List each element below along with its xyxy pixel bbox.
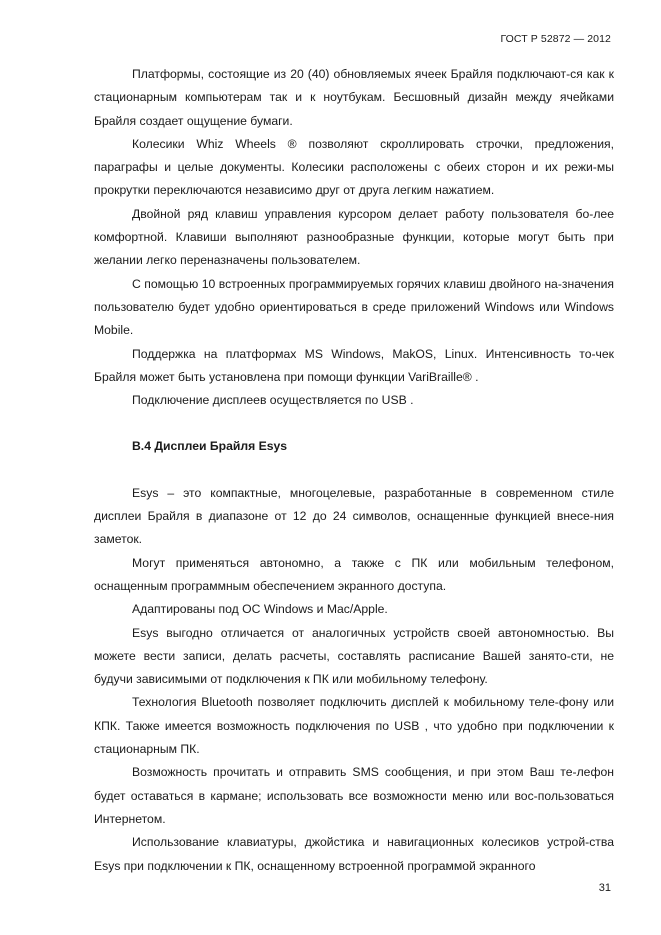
- paragraph-esys-intro: Esys – это компактные, многоцелевые, разработанные в современном стиле дисплеи Брайля в диапазоне от 12 до 24 символов, оснащенные функцией внесе-ния заметок.: [94, 485, 614, 547]
- paragraph-braille-platforms: Платформы, состоящие из 20 (40) обновляемых ячеек Брайля подключают-ся как к стационарным компьютерам так и к ноутбукам. Бесшовный дизайн между ячейками Брайля создает ощущение бумаги.: [94, 67, 614, 128]
- paragraph-esys-autonomy: Esys выгодно отличается от аналогичных устройств своей автономностью. Вы можете вести записи, делать расчеты, составлять расписание Вашей занято-сти, не будучи зависимыми от подключения к ПК или мобильному телефону.: [94, 625, 614, 687]
- paragraph-usb-connection: Подключение дисплеев осуществляется по USB .: [132, 393, 414, 408]
- section-spacer: [94, 412, 614, 435]
- paragraph-cursor-keys: Двойной ряд клавиш управления курсором делает работу пользователя бо-лее комфортной. Клавиши выполняют разнообразные функции, которые могут быть при желании легко переназначены пользователем.: [94, 206, 614, 268]
- section-heading: В.4 Дисплеи Брайля Esys: [132, 439, 288, 454]
- paragraph-esys-usage: Могут применяться автономно, а также с ПК или мобильным телефоном, оснащенным программным обеспечением экранного доступа.: [94, 555, 614, 593]
- paragraph-esys-bluetooth: Технология Bluetooth позволяет подключить дисплей к мобильному теле-фону или КПК. Также имеется возможность подключения по USB , что удобно при подключении к стационарным ПК.: [94, 695, 614, 757]
- document-body: [94, 63, 614, 878]
- page-number: 31: [598, 882, 611, 894]
- section-spacer: [94, 459, 614, 482]
- paragraph-esys-keyboard: Использование клавиатуры, джойстика и навигационных колесиков устрой-ства Esys при подключении к ПК, оснащенному встроенной программой экранного: [94, 835, 614, 873]
- paragraph-whiz-wheels: Колесики Whiz Wheels ® позволяют скроллировать строчки, предложения, параграфы и целые документы. Колесики расположены с обеих сторон и их режи-мы прокрутки переключаются независимо друг от друга легким нажатием.: [94, 136, 614, 198]
- document-standard-header: ГОСТ Р 52872 — 2012: [500, 33, 611, 45]
- paragraph-platform-support: Поддержка на платформах MS Windows, MakOS, Linux. Интенсивность то-чек Брайля может быть установлена при помощи функции VariBraille® .: [94, 346, 614, 384]
- paragraph-hotkeys: С помощью 10 встроенных программируемых горячих клавиш двойного на-значения пользователю будет удобно ориентироваться в среде приложений Windows или Windows Mobile.: [94, 276, 614, 338]
- paragraph-esys-sms: Возможность прочитать и отправить SMS сообщения, и при этом Ваш те-лефон будет оставаться в кармане; использовать все возможности меню или вос-пользоваться Интернетом.: [94, 765, 614, 826]
- paragraph-esys-os: Адаптированы под ОС Windows и Mac/Apple.: [132, 602, 388, 617]
